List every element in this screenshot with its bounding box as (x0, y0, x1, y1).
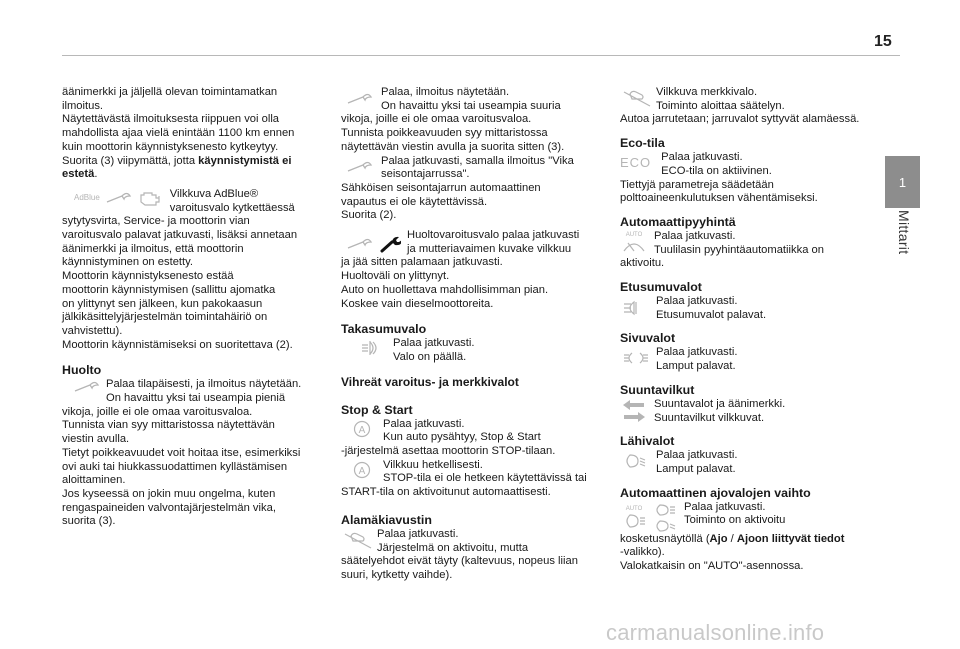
stop-start-on-block (341, 418, 603, 445)
beam-switch-icons (652, 503, 676, 533)
text-line: -valikko). (620, 546, 665, 559)
service-wrench-icon (345, 160, 375, 174)
text-line: Vilkkuu hetkellisesti. (383, 458, 483, 471)
text-line: Auto on huollettava mahdollisimman pian. (341, 283, 549, 296)
text-line: ilmoitus. (62, 99, 104, 112)
eco-block (620, 151, 882, 178)
svg-text:A: A (358, 424, 366, 436)
text-line: Moottorin käynnistämiseksi on suoritettava (2). (62, 338, 293, 351)
column-3 (620, 86, 882, 574)
eco-icon (620, 156, 651, 170)
section-heading-stop-start: Stop & Start (341, 402, 413, 417)
text-line: aktivoitu. (620, 257, 665, 270)
section-heading-suuntavilkut: Suuntavilkut (620, 382, 695, 397)
turn-signals-block (620, 398, 882, 425)
text-line: Järjestelmä on aktivoitu, mutta (377, 541, 529, 554)
section-heading-huolto: Huolto (62, 363, 102, 378)
text-line: suuri, kytketty vaihde). (341, 568, 453, 581)
text-line: Kun auto pysähtyy, Stop & Start (383, 431, 541, 444)
green-lights-heading: Vihreät varoitus- ja merkkivalot (341, 374, 519, 389)
stop-start-icon (353, 461, 371, 479)
hill-descent-block (341, 528, 603, 555)
front-fog-block (620, 295, 882, 322)
bold-text: Ajo (709, 532, 728, 545)
stop-start-blink-block (341, 459, 603, 486)
auto-wiper-icon-text: AUTO (625, 231, 643, 238)
text-line: äänimerkki ja jäljellä olevan toimintamatkan (62, 86, 278, 98)
text-line: Huoltovaroitusvalo palaa jatkuvasti (407, 229, 580, 242)
auto-beam-block (620, 501, 882, 533)
text-line: Tunnista poikkeavuuden syy mittaristossa (341, 127, 548, 140)
text-line: polttoaineenkulutuksen vähentämiseksi. (620, 192, 818, 205)
text-line: Huoltoväli on ylittynyt. (341, 270, 450, 283)
text-line: käynnistyminen on estetty. (62, 256, 193, 269)
text-line: On havaittu yksi tai useampia pieniä (106, 392, 286, 405)
text-line: ECO-tila on aktiivinen. (661, 164, 772, 177)
bold-text: Ajoon liittyvät tiedot (736, 532, 845, 545)
watermark: carmanualsonline.info (606, 620, 825, 645)
service-wrench-icon (345, 92, 375, 106)
auto-high-beam-icons (622, 503, 676, 533)
auto-beam-icon-text: AUTO (625, 506, 643, 513)
section-heading-auto-beam: Automaattinen ajovalojen vaihto (620, 485, 811, 500)
text-line: Palaa jatkuvasti. (684, 500, 766, 513)
parking-brake-fault-block (341, 155, 603, 182)
section-heading-automaattipyyhinta: Automaattipyyhintä (620, 214, 736, 229)
text-line: varoitusvalo kytkettäessä (169, 201, 295, 214)
text-line: aloittaminen. (62, 474, 126, 487)
text-line: näytettävän viestin avulla ja suorita sitten (3). (341, 140, 565, 153)
eco-icon-text: ECO (620, 155, 652, 171)
text-line: -järjestelmä asettaa moottorin STOP-tilaan. (341, 445, 556, 458)
text-line: Näytettävästä ilmoituksesta riippuen voi olla (62, 113, 280, 126)
text-line: ja mutteriavaimen kuvake vilkkuu (407, 242, 572, 255)
text-line: varoitusvalo palavat jatkuvasti, lisäksi annetaan (62, 229, 298, 242)
text-line: Autoa jarrutetaan; jarruvalot syttyvät alamäessä. (620, 113, 860, 126)
text-line (62, 155, 324, 169)
text-span: / (727, 532, 737, 545)
wrench-icons (345, 235, 401, 253)
rear-fog-block (341, 337, 603, 364)
text-line: Suuntavalot ja äänimerkki. (654, 397, 786, 410)
text-line: Palaa jatkuvasti. (661, 151, 743, 164)
text-span: kosketusnäytöllä ( (620, 532, 710, 545)
header-rule (62, 55, 900, 56)
hill-descent-icon (343, 530, 373, 550)
text-span: . (94, 168, 98, 181)
adblue-block (62, 188, 324, 215)
bold-text: estetä (62, 168, 95, 181)
text-line: vikoja, joille ei ole omaa varoitusvaloa. (341, 113, 532, 126)
text-line: on ylittynyt sen jälkeen, kun pakokaasun (62, 297, 263, 310)
text-line: Jos kyseessä on jokin muu ongelma, kuten (62, 487, 276, 500)
low-beam-block (620, 449, 882, 476)
section-heading-lahivalot: Lähivalot (620, 434, 675, 449)
bold-text: käynnistymistä ei (198, 154, 292, 167)
stop-start-icon (353, 420, 371, 438)
text-line: Palaa jatkuvasti. (654, 229, 736, 242)
text-line: Lamput palavat. (656, 462, 736, 475)
high-beam-icon (652, 503, 676, 517)
text-line: Palaa jatkuvasti. (377, 527, 459, 540)
major-fault-block (341, 86, 603, 113)
text-line (62, 168, 324, 182)
text-line: Sähköisen seisontajarrun automaattinen (341, 181, 541, 194)
text-line: Palaa jatkuvasti, samalla ilmoitus "Vika (381, 154, 574, 167)
text-line: säätelyehdot eivät täyty (kaltevuus, nopeus liian (341, 555, 578, 568)
rear-fog-icon (359, 339, 381, 357)
text-line: vikoja, joille ei ole omaa varoitusvaloa. (62, 405, 253, 418)
section-heading-alamakiavustin: Alamäkiavustin (341, 512, 432, 527)
auto-beam-icon (622, 506, 646, 529)
text-line: Lamput palavat. (656, 360, 736, 373)
text-line: Vilkkuva AdBlue® (169, 187, 259, 200)
text-line: Koskee vain dieselmoottoreita. (341, 297, 494, 310)
text-line: Vilkkuva merkkivalo. (656, 86, 758, 98)
text-line: Suuntavilkut vilkkuvat. (654, 411, 765, 424)
text-line: rengaspaineiden valvontajärjestelmän vika, (62, 501, 276, 514)
text-line: Palaa jatkuvasti. (383, 417, 465, 430)
text-line: Toiminto on aktivoitu (684, 514, 786, 527)
service-wrench-icon (345, 237, 375, 251)
adblue-warning-icons (74, 190, 162, 206)
chapter-tab[interactable]: 1 (885, 156, 920, 208)
side-lights-icon (622, 350, 650, 366)
text-line (620, 533, 882, 547)
front-fog-icon (622, 299, 646, 317)
adblue-icon: AdBlue (74, 192, 100, 202)
text-line: mahdollista ajaa vielä enintään 1100 km ennen (62, 127, 295, 140)
auto-wiper-block (620, 230, 882, 257)
text-line: jälkikäsittelyjärjestelmän toimintahäiriö on (62, 311, 268, 324)
text-line: kuin moottorin käynnistyksenesto kytkeytyy. (62, 140, 279, 153)
column-1 (62, 86, 324, 529)
side-lights-block (620, 346, 882, 373)
text-line: Palaa jatkuvasti. (393, 337, 475, 350)
text-line: seisontajarrussa". (381, 168, 470, 181)
text-line: Palaa tilapäisesti, ja ilmoitus näytetään. (106, 378, 302, 391)
text-line: vapautus ei ole käytettävissä. (341, 195, 488, 208)
text-line: viestin avulla. (62, 433, 130, 446)
text-line: Tuulilasin pyyhintäautomatiikka on (654, 243, 824, 256)
column-2 (341, 86, 603, 583)
section-heading-sivuvalot: Sivuvalot (620, 331, 676, 346)
turn-signal-arrows-icon (622, 400, 646, 422)
page-number: 15 (874, 33, 892, 50)
text-line: Tietyt poikkeavuudet voit hoitaa itse, esimerkiksi (62, 446, 301, 459)
text-line: äänimerkki ja ilmoitus, että moottorin (62, 242, 244, 255)
hill-descent-active-block (620, 86, 882, 113)
engine-icon (138, 190, 162, 206)
text-line: suorita (3). (62, 515, 116, 528)
text-line: sytytysvirta, Service- ja moottorin vian (62, 215, 250, 228)
text-line: Toiminto aloittaa säätelyn. (656, 99, 785, 112)
text-line: ja jää sitten palamaan jatkuvasti. (341, 256, 503, 269)
low-beam-icon (622, 453, 646, 469)
text-line: START-tila on aktivoitunut automaattisesti. (341, 486, 551, 499)
section-heading-etusumuvalot: Etusumuvalot (620, 280, 702, 295)
chapter-label: Mittarit (896, 210, 912, 255)
section-heading-eco-tila: Eco-tila (620, 136, 665, 151)
text-line: Etusumuvalot palavat. (656, 308, 767, 321)
low-beam-icon (652, 519, 676, 533)
service-wrench-icon (72, 380, 102, 394)
text-line: Suorita (2). (341, 209, 397, 222)
text-line: Tiettyjä parametreja säädetään (620, 178, 774, 191)
text-line: On havaittu yksi tai useampia suuria (381, 99, 561, 112)
text-line: Valokatkaisin on "AUTO"-asennossa. (620, 560, 804, 573)
auto-wiper-icon (622, 232, 646, 253)
hill-descent-icon (622, 88, 652, 108)
text-line: Palaa jatkuvasti. (656, 295, 738, 308)
text-line: Tunnista vian syy mittaristossa näytettävän (62, 419, 275, 432)
text-line: ovi auki tai hiukkassuodattimen kyllästämisen (62, 460, 288, 473)
text-line: Palaa, ilmoitus näytetään. (381, 86, 510, 98)
text-span: Suorita (3) viipymättä, jotta (62, 154, 199, 167)
service-overdue-block (341, 229, 603, 256)
service-wrench-icon (104, 191, 134, 205)
text-line: Moottorin käynnistyksenesto estää (62, 270, 234, 283)
text-line: vahvistettu). (62, 324, 123, 337)
text-line: Valo on päällä. (393, 350, 467, 363)
spanner-icon (379, 235, 401, 253)
section-heading-takasumuvalo: Takasumuvalo (341, 322, 427, 337)
text-line: Palaa jatkuvasti. (656, 346, 738, 359)
huolto-block (62, 378, 324, 405)
text-line: Palaa jatkuvasti. (656, 449, 738, 462)
text-line: moottorin käynnistymisen (sallittu ajomatka (62, 283, 276, 296)
text-line: STOP-tila ei ole hetkeen käytettävissä tai (383, 472, 587, 485)
svg-text:A: A (358, 465, 366, 477)
